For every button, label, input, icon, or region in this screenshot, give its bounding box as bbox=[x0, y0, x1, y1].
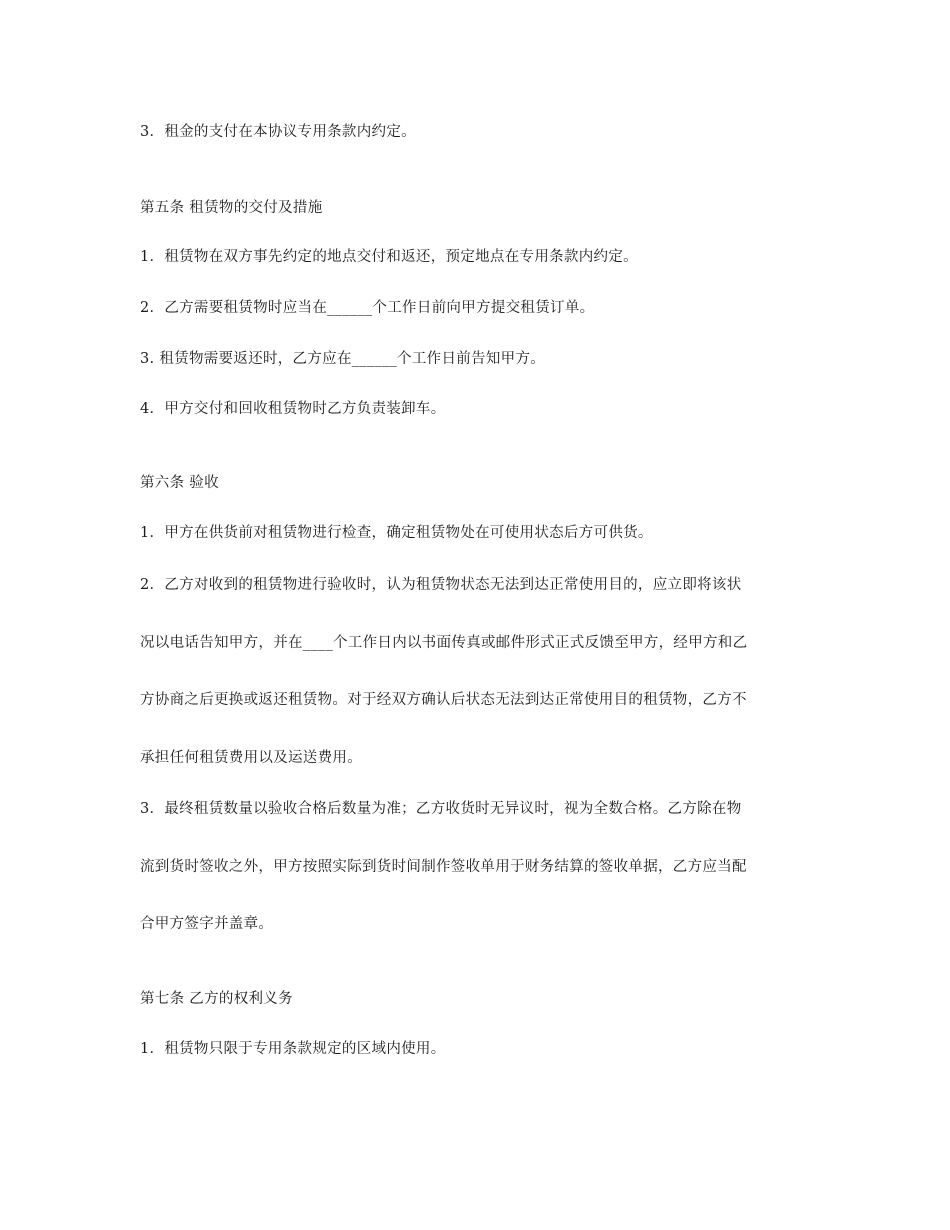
paragraph-article-6-item-2-line-3: 方协商之后更换或返还租赁物。对于经双方确认后状态无法到达正常使用目的租赁物，乙方不 bbox=[140, 692, 747, 708]
paragraph-article-6-item-1: 1．甲方在供货前对租赁物进行检查，确定租赁物处在可使用状态后方可供货。 bbox=[140, 525, 653, 541]
heading-article-5: 第五条 租赁物的交付及措施 bbox=[140, 200, 323, 216]
paragraph-article-6-item-2-line-1: 2．乙方对收到的租赁物进行验收时，认为租赁物状态无法到达正常使用目的，应立即将该状 bbox=[140, 577, 742, 593]
paragraph-rent-payment: 3．租金的支付在本协议专用条款内约定。 bbox=[140, 124, 416, 140]
paragraph-article-6-item-2-line-2: 况以电话告知甲方，并在____个工作日内以书面传真或邮件形式正式反馈至甲方，经甲方和乙 bbox=[140, 635, 748, 651]
paragraph-article-7-item-1: 1．租赁物只限于专用条款规定的区域内使用。 bbox=[140, 1041, 446, 1057]
paragraph-article-6-item-2-line-4: 承担任何租赁费用以及运送费用。 bbox=[140, 750, 362, 766]
paragraph-article-5-item-2: 2．乙方需要租赁物时应当在______个工作日前向甲方提交租赁订单。 bbox=[140, 300, 595, 316]
paragraph-article-5-item-1: 1．租赁物在双方事先约定的地点交付和返还，预定地点在专用条款内约定。 bbox=[140, 249, 638, 265]
heading-article-6: 第六条 验收 bbox=[140, 475, 219, 491]
paragraph-article-5-item-4: 4．甲方交付和回收租赁物时乙方负责装卸车。 bbox=[140, 401, 446, 417]
paragraph-article-6-item-3-line-2: 流到货时签收之外，甲方按照实际到货时间制作签收单用于财务结算的签收单据，乙方应当配 bbox=[140, 859, 747, 875]
paragraph-article-6-item-3-line-1: 3．最终租赁数量以验收合格后数量为准；乙方收货时无异议时，视为全数合格。乙方除在物 bbox=[140, 801, 742, 817]
heading-article-7: 第七条 乙方的权利义务 bbox=[140, 991, 293, 1007]
paragraph-article-5-item-3: 3. 租赁物需要返还时，乙方应在______个工作日前告知甲方。 bbox=[140, 351, 546, 367]
paragraph-article-6-item-3-line-3: 合甲方签字并盖章。 bbox=[140, 916, 274, 932]
